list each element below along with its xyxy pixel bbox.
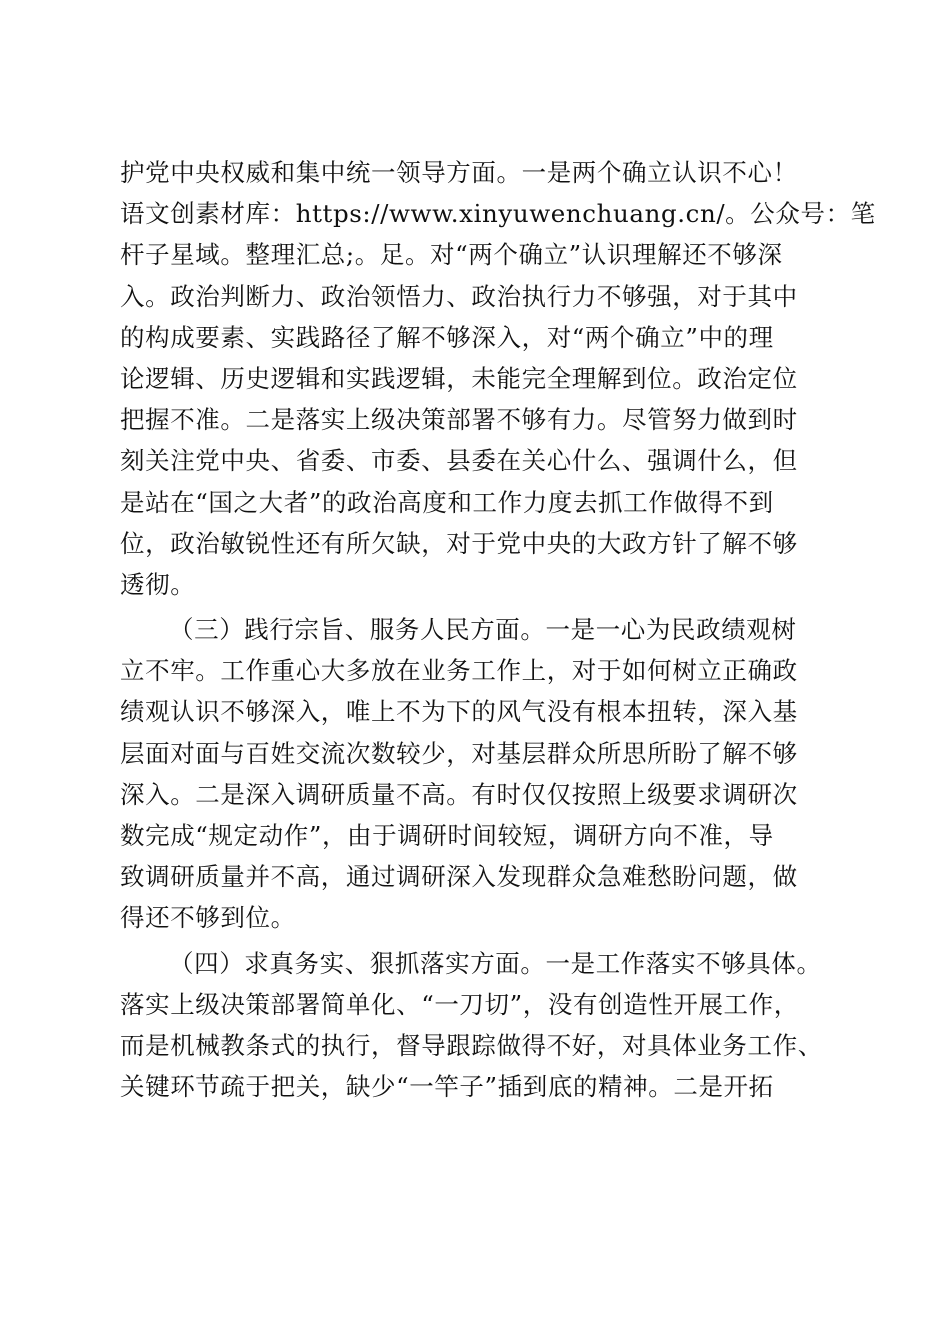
text-line: 落实上级决策部署简单化、“一刀切”，没有创造性开展工作，	[120, 989, 799, 1019]
text-line: 立不牢。工作重心大多放在业务工作上，对于如何树立正确政	[120, 656, 798, 686]
text-line: 层面对面与百姓交流次数较少，对基层群众所思所盼了解不够	[120, 738, 798, 768]
text-line: 护党中央权威和集中统一领导方面。一是两个确立认识不心！	[120, 158, 798, 187]
text-line: 深入。二是深入调研质量不高。有时仅仅按照上级要求调研次	[120, 779, 798, 809]
text-line: 是站在“国之大者”的政治高度和工作力度去抓工作做得不到	[120, 487, 774, 517]
paragraph-section-four	[120, 943, 836, 1108]
text-line: 绩观认识不够深入，唯上不为下的风气没有根本扭转，深入基	[120, 697, 798, 727]
text-line: 语文创素材库：https://www.xinyuwenchuang.cn/。公众号：笔	[120, 199, 876, 229]
text-line: 把握不准。二是落实上级决策部署不够有力。尽管努力做到时	[120, 405, 798, 435]
text-line: （三）践行宗旨、服务人民方面。一是一心为民政绩观树	[169, 615, 797, 645]
body-text	[120, 152, 876, 1107]
text-line: 致调研质量并不高，通过调研深入发现群众急难愁盼问题，做	[120, 862, 798, 892]
text-line: 而是机械教条式的执行，督导跟踪做得不好，对具体业务工作、	[120, 1030, 823, 1060]
text-line: 入。政治判断力、政治领悟力、政治执行力不够强，对于其中	[120, 281, 798, 311]
text-line: 关键环节疏于把关，缺少“一竿子”插到底的精神。二是开拓	[120, 1072, 774, 1102]
text-line: 杆子星域。整理汇总;。足。对“两个确立”认识理解还不够深	[120, 240, 783, 270]
text-line: （四）求真务实、狠抓落实方面。一是工作落实不够具体。	[169, 948, 822, 978]
text-line: 透彻。	[120, 569, 196, 599]
text-line: 数完成“规定动作”，由于调研时间较短，调研方向不准，导	[120, 821, 774, 850]
text-line: 刻关注党中央、省委、市委、县委在关心什么、强调什么，但	[120, 446, 798, 476]
text-line: 位，政治敏锐性还有所欠缺，对于党中央的大政方针了解不够	[120, 528, 798, 558]
paragraph-continuation	[120, 152, 876, 605]
text-line: 论逻辑、历史逻辑和实践逻辑，未能完全理解到位。政治定位	[120, 363, 798, 393]
paragraph-section-three	[120, 609, 836, 939]
text-line: 得还不够到位。	[120, 903, 296, 933]
text-line: 的构成要素、实践路径了解不够深入，对“两个确立”中的理	[120, 322, 774, 352]
